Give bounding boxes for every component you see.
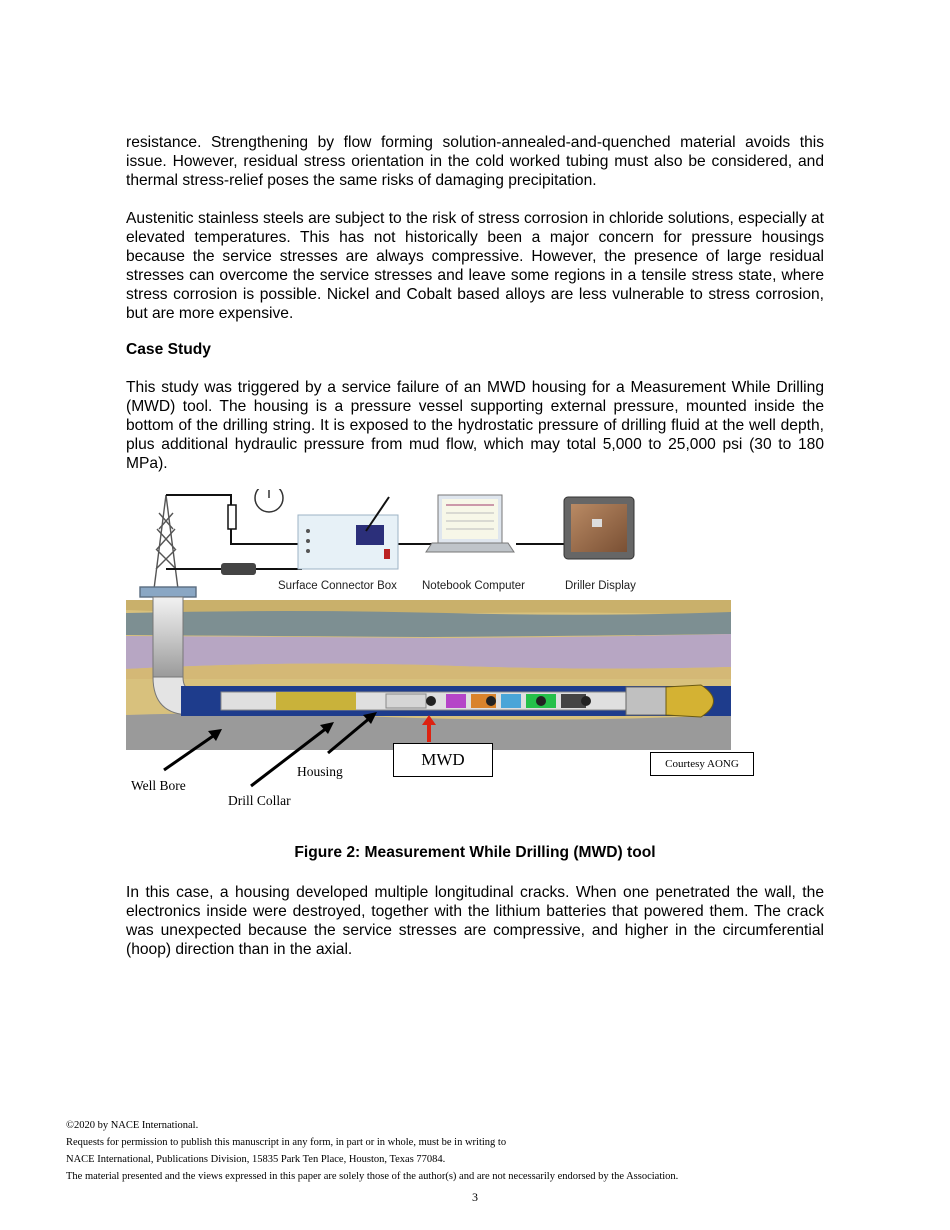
mwd-figure [126, 489, 766, 819]
page-number: 3 [472, 1190, 478, 1204]
resistor-icon [228, 505, 236, 529]
paragraph-stress-corrosion: Austenitic stainless steels are subject to the risk of stress corrosion in chloride solutions, especially at elevated temperatures. This has not historically been a major concern for pressure housings because the service stresses are always compressive. However, the presence of large residual stresses can overcome the service stresses and leave some regions in a tensile stress state, where stress corrosion is possible. Nickel and Cobalt based alloys are less vulnerable to stress corrosion, but are more expensive. [126, 210, 824, 322]
label-drill-collar: Drill Collar [228, 793, 291, 808]
label-courtesy: Courtesy AONG [650, 752, 754, 776]
label-housing: Housing [297, 764, 343, 779]
label-surface-connector-box: Surface Connector Box [278, 580, 397, 592]
label-well-bore: Well Bore [131, 778, 186, 793]
sensor-unit-icon [221, 563, 256, 575]
paragraph-case-study: This study was triggered by a service failure of an MWD housing for a Measurement While Drilling (MWD) tool. The housing is a pressure vessel supporting external pressure, mounted inside the bottom of the drilling string. It is exposed to the hydrostatic pressure of drilling fluid at the well depth, plus additional hydraulic pressure from mud flow, which may total 5,000 to 25,000 psi (30 to 180 MPa). [126, 379, 824, 472]
surface-connector-box-icon [298, 497, 398, 569]
driller-display-icon [564, 497, 634, 559]
footer-permission: Requests for permission to publish this manuscript in any form, in part or in whole, must be in writing to [66, 1137, 507, 1148]
section-heading-case-study: Case Study [126, 341, 211, 358]
label-driller-display: Driller Display [565, 580, 636, 592]
label-mwd: MWD [393, 743, 493, 777]
label-notebook-computer: Notebook Computer [422, 580, 525, 592]
drilling-derrick [140, 495, 196, 597]
footer-disclaimer: The material presented and the views expressed in this paper are solely those of the author(s) and are not necessarily endorsed by the Association. [66, 1171, 679, 1182]
footer-address: NACE International, Publications Division, 15835 Park Ten Place, Houston, Texas 77084. [66, 1154, 446, 1165]
footer-copyright: ©2020 by NACE International. [66, 1120, 199, 1131]
paragraph-residual-stress: resistance. Strengthening by flow forming solution-annealed-and-quenched material avoids this issue. However, residual stress orientation in the cold worked tubing must also be considered, and thermal stress-relief poses the same risks of damaging precipitation. [126, 134, 824, 189]
paragraph-housing-cracks: In this case, a housing developed multiple longitudinal cracks. When one penetrated the wall, the electronics inside were destroyed, together with the lithium batteries that powered them. The crack was unexpected because the service stresses are compressive, and higher in the circumferential (hoop) direction than in the axial. [126, 884, 824, 958]
figure-caption: Figure 2: Measurement While Drilling (MWD) tool [294, 844, 656, 861]
notebook-computer-icon [426, 495, 514, 552]
